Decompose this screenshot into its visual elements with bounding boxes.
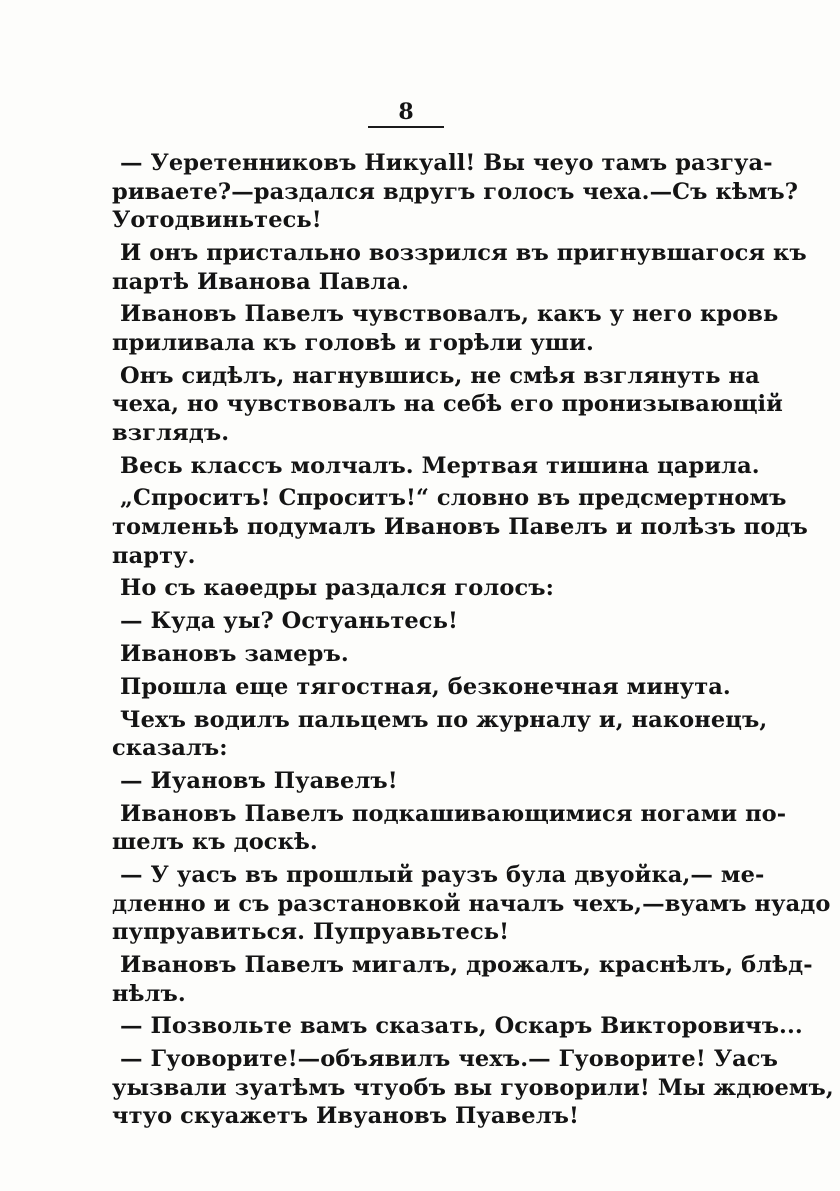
text-line: приливала къ головѣ и горѣли уши. [112, 329, 594, 356]
text-line: сказалъ: [112, 735, 228, 762]
text-line: дленно и съ разстановкой началъ чехъ,—вуамъ нуадо [112, 890, 831, 917]
text-line: парту. [112, 542, 196, 569]
text-line: Уотодвиньтесь! [112, 207, 322, 234]
text-line: — Иуановъ Пуавелъ! [120, 767, 398, 794]
text-line: „Спроситъ! Спроситъ!“ словно въ предсмертномъ [120, 485, 787, 512]
text-line: пупруавиться. Пупруавьтесь! [112, 919, 510, 946]
text-line: чеха, но чувствовалъ на себѣ его пронизывающій [112, 391, 783, 418]
text-line: И онъ пристально воззрился въ пригнувшагося къ [120, 239, 807, 266]
text-line: — Уеретенниковъ Никуаll! Вы чеуо тамъ разгуа- [120, 150, 773, 176]
text-line: Но съ каѳедры раздался голосъ: [120, 575, 555, 602]
text-line: уызвали зуатѣмъ чтуобъ вы гуоворили! Мы ждюемъ, [112, 1074, 834, 1101]
text-line: Ивановъ Павелъ чувствовалъ, какъ у него кровь [120, 301, 779, 328]
text-line: — Гуоворите!—объявилъ чехъ.— Гуоворите! Уасъ [120, 1046, 778, 1073]
text-line: Прошла еще тягостная, безконечная минута. [120, 673, 731, 700]
text-line: томленьѣ подумалъ Ивановъ Павелъ и полѣзъ подъ [112, 514, 808, 541]
text-line: нѣлъ. [112, 980, 186, 1007]
text-line: Ивановъ Павелъ мигалъ, дрожалъ, краснѣлъ, блѣд- [120, 952, 813, 979]
text-line: чтуо скуажетъ Ивуановъ Пуавелъ! [112, 1103, 580, 1130]
text-line: — Куда уы? Остуаньтесь! [120, 608, 458, 635]
text-line: Онъ сидѣлъ, нагнувшись, не смѣя взглянуть на [120, 362, 760, 389]
text-line: Ивановъ Павелъ подкашивающимися ногами по- [120, 800, 787, 827]
text-line: Весь классъ молчалъ. Мертвая тишина царила. [120, 452, 760, 479]
text-line: — У уасъ въ прошлый раузъ була двуойка,— ме- [120, 862, 765, 889]
text-line: — Позвольте вамъ сказать, Оскаръ Викторовичъ... [120, 1013, 803, 1040]
text-line: шелъ къ доскѣ. [112, 829, 318, 856]
page-number: 8 [398, 99, 414, 125]
text-line: Ивановъ замеръ. [120, 641, 349, 667]
text-line: партѣ Иванова Павла. [112, 268, 410, 295]
text-line: взглядъ. [112, 419, 230, 446]
text-line: риваете?—раздался вдругъ голосъ чеха.—Съ кѣмъ? [112, 178, 799, 205]
page-number-rule [368, 126, 444, 128]
text-line: Чехъ водилъ пальцемъ по журналу и, наконецъ, [120, 706, 768, 733]
body-text [112, 149, 834, 1131]
